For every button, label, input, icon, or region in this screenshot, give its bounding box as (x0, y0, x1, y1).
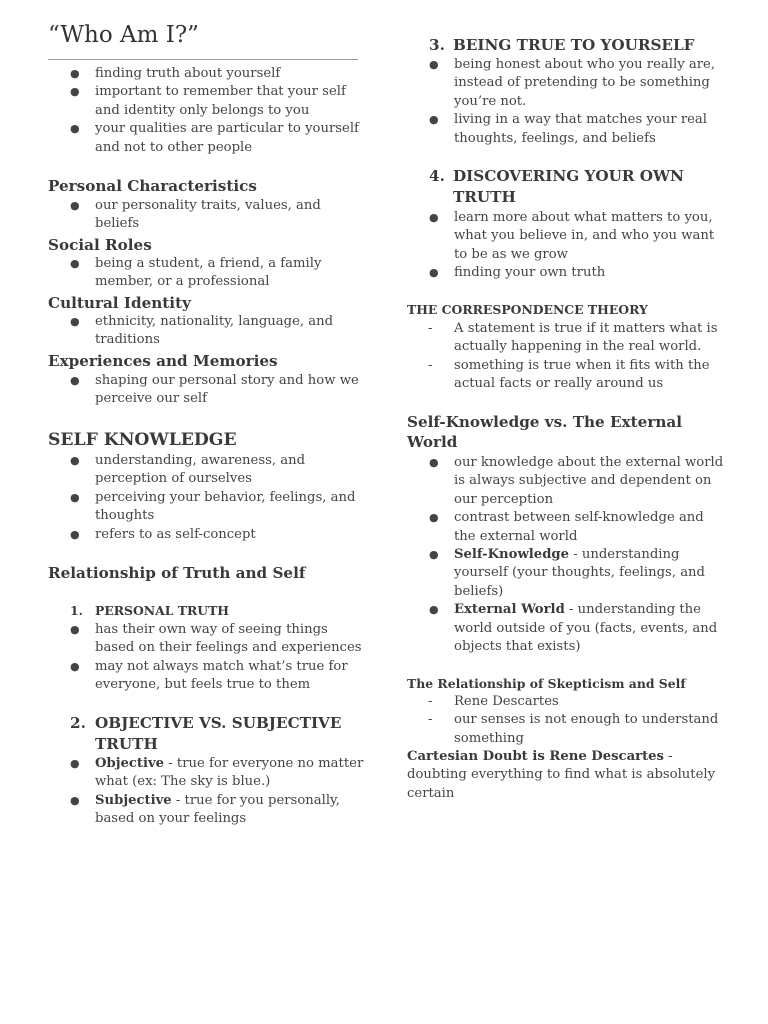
heading-cultural-identity: Cultural Identity (48, 294, 191, 312)
bullet-icon: ● (429, 211, 439, 224)
heading-self-knowledge: SELF KNOWLEDGE (48, 430, 237, 450)
heading-self-vs-external: Self-Knowledge vs. The External World (407, 413, 682, 451)
bullet-icon: ● (70, 659, 80, 673)
list-item: ● shaping our personal story and how we perceive our self (70, 373, 359, 407)
bullet-icon: ● (70, 67, 80, 80)
dash-icon: - (428, 357, 433, 373)
bullet-icon: ● (70, 199, 80, 212)
page-title: “Who Am I?” (48, 22, 199, 48)
personal-truth-list (48, 621, 368, 695)
bullet-icon: ● (70, 490, 80, 504)
bullet-icon: ● (429, 548, 439, 562)
cartesian-doubt-paragraph: Cartesian Doubt is Rene Descartes - doubting everything to find what is absolutely certain (407, 749, 716, 801)
list-item: - A statement is true if it matters what is actually happening in the real world. (428, 321, 718, 355)
correspondence-list (407, 320, 727, 394)
heading-personal-truth: 1. PERSONAL TRUTH (70, 603, 230, 618)
heading-skepticism: The Relationship of Skepticism and Self (407, 676, 686, 691)
bullet-icon: ● (429, 511, 439, 525)
cultural-identity-list (48, 313, 368, 350)
bullet-icon: ● (70, 315, 80, 328)
intro-list (48, 65, 368, 157)
list-item: ● finding your own truth (407, 264, 727, 282)
bullet-icon: ● (429, 603, 439, 617)
list-item: ● refers to as self-concept (48, 526, 368, 544)
experiences-list (48, 372, 368, 409)
bullet-icon: ● (70, 623, 80, 636)
list-item: ● Subjective - true for you personally, based on your feelings (70, 792, 340, 827)
list-item: ● Objective - true for everyone no matter what (ex: The sky is blue.) (70, 756, 364, 790)
list-item: ● may not always match what’s true for everyone, but feels true to them (70, 658, 348, 693)
heading-relationship: Relationship of Truth and Self (48, 564, 306, 582)
bullet-icon: ● (70, 257, 80, 270)
self-knowledge-list (48, 452, 368, 544)
dash-icon: - (428, 712, 433, 728)
list-item: ● learn more about what matters to you, what you believe in, and who you want to be as we grow (429, 210, 715, 262)
skepticism-list (407, 693, 727, 748)
list-item: ● your qualities are particular to yourself and not to other people (70, 121, 359, 155)
list-item: - Rene Descartes (407, 693, 727, 711)
discovering-list (407, 209, 727, 283)
list-item: ● perceiving your behavior, feelings, and thoughts (70, 489, 356, 524)
bullet-icon: ● (70, 122, 80, 136)
list-item: ● understanding, awareness, and perception of ourselves (70, 453, 306, 487)
heading-objective-subjective: 2. OBJECTIVE VS. SUBJECTIVE TRUTH (70, 714, 342, 753)
list-item: - our senses is not enough to understand something (428, 712, 719, 746)
list-item: ● our personality traits, values, and beliefs (70, 198, 321, 232)
list-item: ● finding truth about yourself (48, 65, 368, 83)
heading-being-true: 3. BEING TRUE TO YOURSELF (429, 36, 695, 54)
bullet-icon: ● (429, 113, 439, 127)
list-item: ● ethnicity, nationality, language, and traditions (70, 314, 334, 348)
dash-icon: - (428, 694, 433, 709)
list-item: ● important to remember that your self and identity only belongs to you (70, 84, 346, 118)
list-item: ● has their own way of seeing things based on their feelings and experiences (70, 622, 362, 656)
title-divider (48, 59, 358, 60)
dash-icon: - (428, 321, 433, 336)
list-item: - something is true when it fits with the actual facts or really around us (428, 357, 710, 392)
heading-experiences: Experiences and Memories (48, 352, 278, 370)
bullet-icon: ● (70, 454, 80, 467)
section-number: 2. (70, 714, 86, 732)
being-true-list (407, 56, 727, 148)
section-number: 4. (429, 167, 445, 185)
objective-subjective-list (48, 755, 368, 829)
list-item: ● Self-Knowledge - understanding yourself (your thoughts, feelings, and beliefs) (429, 547, 705, 599)
list-item: ● our knowledge about the external world is always subjective and dependent on our perception (429, 455, 724, 507)
bullet-icon: ● (70, 793, 80, 807)
personal-characteristics-list (48, 197, 368, 234)
list-item: ● living in a way that matches your real thoughts, feelings, and beliefs (429, 112, 708, 146)
bullet-icon: ● (70, 527, 80, 541)
bullet-icon: ● (70, 374, 80, 387)
list-item: ● being a student, a friend, a family member, or a professional (70, 256, 322, 290)
list-item: ● being honest about who you really are, instead of pretending to be something you’re not. (429, 57, 716, 109)
heading-discovering: 4. DISCOVERING YOUR OWN TRUTH (429, 167, 684, 206)
heading-social-roles: Social Roles (48, 236, 152, 254)
bullet-icon: ● (429, 266, 439, 280)
section-number: 1. (70, 603, 83, 618)
bullet-icon: ● (429, 456, 439, 469)
heading-correspondence-theory: THE CORRESPONDENCE THEORY (407, 302, 648, 317)
list-item: ● contrast between self-knowledge and the external world (429, 510, 704, 544)
social-roles-list (48, 255, 368, 292)
section-number: 3. (429, 36, 445, 54)
list-item: ● External World - understanding the world outside of you (facts, events, and objects that exists) (429, 602, 718, 655)
bullet-icon: ● (429, 58, 439, 71)
bullet-icon: ● (70, 757, 80, 770)
self-vs-external-list (407, 454, 727, 656)
heading-personal-characteristics: Personal Characteristics (48, 177, 257, 195)
bullet-icon: ● (70, 85, 80, 99)
